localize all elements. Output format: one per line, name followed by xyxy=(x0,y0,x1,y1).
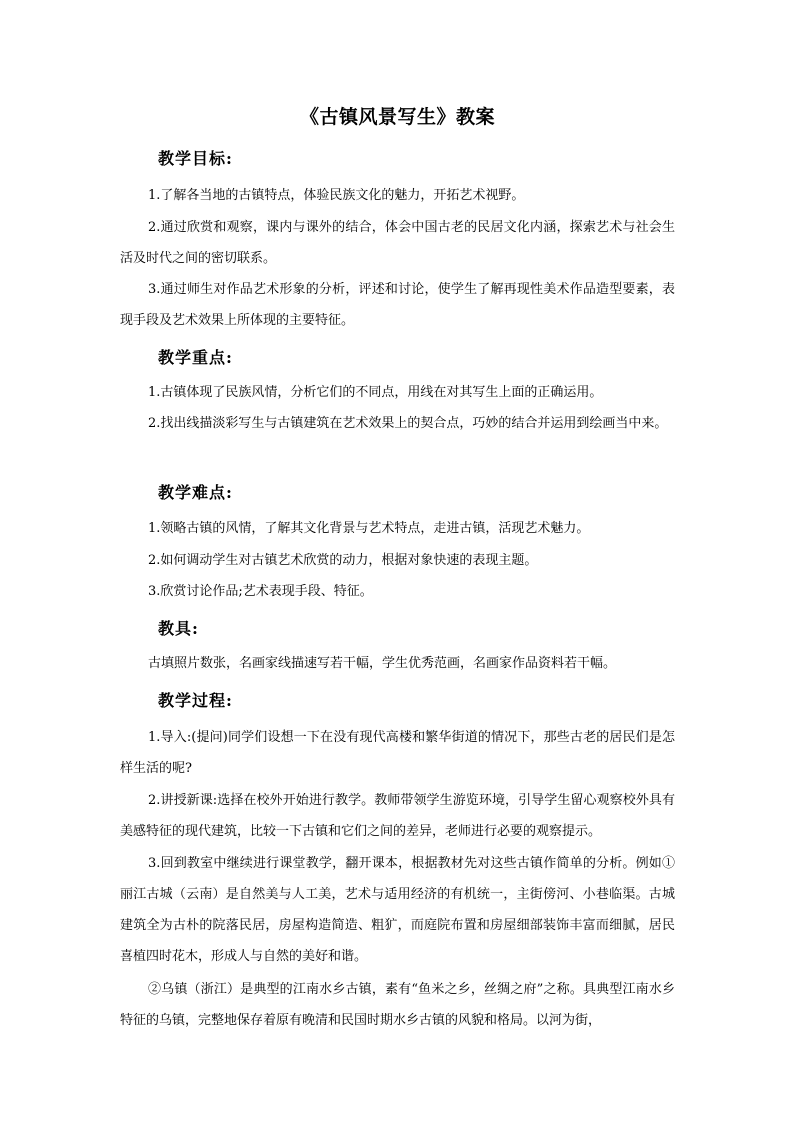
process-item-2: 2.讲授新课:选择在校外开始进行教学。教师带领学生游览环境，引导学生留心观察校外具有美感特征的现代建筑，比较一下古镇和它们之间的差异，老师进行必要的观察提示。 xyxy=(120,793,675,839)
difficulties-item-2: 2.如何调动学生对古镇艺术欣赏的动力，根据对象快速的表现主题。 xyxy=(148,553,538,568)
goals-item-3: 3.通过师生对作品艺术形象的分析，评述和讨论，使学生了解再现性美术作品造型要素，表现手段及艺术效果上所体现的主要特征。 xyxy=(120,282,675,328)
document-title: 《古镇风景写生》教案 xyxy=(299,106,495,128)
document-page xyxy=(120,0,675,1122)
tools-text: 古填照片数张，名画家线描速写若干幅，学生优秀范画，名画家作品资料若干幅。 xyxy=(148,656,617,671)
difficulties-item-3: 3.欣赏讨论作品;艺术表现手段、特征。 xyxy=(148,584,373,599)
goals-item-2: 2.通过欣赏和观察，课内与课外的结合，体会中国古老的民居文化内涵，探索艺术与社会生活及时代之间的密切联系。 xyxy=(120,220,675,266)
goals-heading: 教学目标: xyxy=(158,149,233,168)
difficulties-heading: 教学难点: xyxy=(158,483,233,502)
process-item-3: 3.回到教室中继续进行课堂教学，翻开课本，根据教材先对这些古镇作简单的分析。例如①丽江古城（云南）是自然美与人工美，艺术与适用经济的有机统一，主街傍河、小巷临渠。古城建筑全为古朴的院落民居，房屋构造简造、粗犷，而庭院布置和房屋细部装饰丰富而细腻，居民喜植四时花木，形成人与自然的美好和谐。 xyxy=(120,856,675,964)
process-item-4: ②乌镇（浙江）是典型的江南水乡古镇，素有“鱼米之乡，丝绸之府”之称。具典型江南水乡特征的乌镇，完整地保存着原有晚清和民国时期水乡古镇的风貌和格局。以河为街， xyxy=(120,982,675,1028)
key-points-item-2: 2.找出线描淡彩写生与古镇建筑在艺术效果上的契合点，巧妙的结合并运用到绘画当中来。 xyxy=(148,416,668,431)
tools-heading: 教具: xyxy=(158,619,199,638)
key-points-heading: 教学重点: xyxy=(158,348,233,367)
difficulties-item-1: 1.领略古镇的风情，了解其文化背景与艺术特点，走进古镇，活现艺术魅力。 xyxy=(148,521,590,536)
goals-item-1: 1.了解各当地的古镇特点，体验民族文化的魅力，开拓艺术视野。 xyxy=(148,188,525,203)
process-item-1: 1.导入:(提问)同学们设想一下在没有现代高楼和繁华街道的情况下，那些古老的居民们是怎样生活的呢? xyxy=(120,730,675,776)
process-heading: 教学过程: xyxy=(158,691,233,710)
key-points-item-1: 1.古镇体现了民族风情，分析它们的不同点，用线在对其写生上面的正确运用。 xyxy=(148,385,603,400)
